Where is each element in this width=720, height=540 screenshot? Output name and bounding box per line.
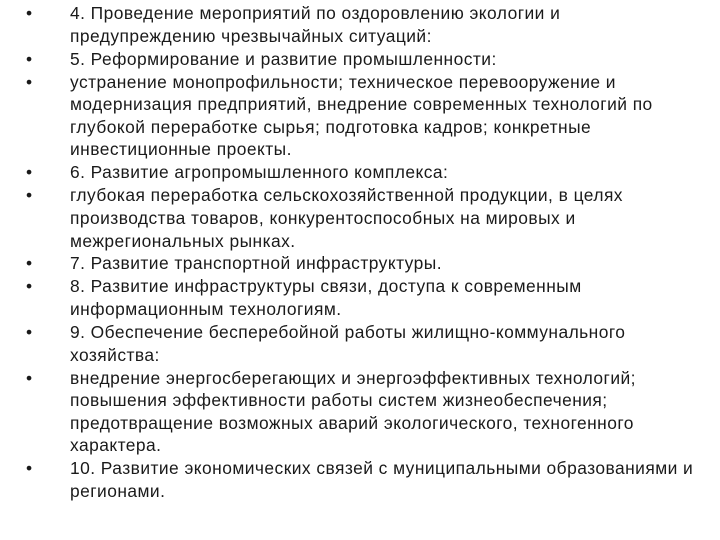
list-item	[26, 184, 702, 252]
list-item	[26, 457, 702, 502]
list-item	[26, 321, 702, 366]
list-item-text: 6. Развитие агропромышленного комплекса:	[70, 162, 449, 183]
list-item-text: 4. Проведение мероприятий по оздоровлению экологии и предупреждению чрезвычайных ситуаций:	[70, 3, 561, 46]
bullet-icon: •	[26, 71, 33, 92]
list-item-text: 8. Развитие инфраструктуры связи, доступа к современным информационным технологиям.	[70, 276, 582, 320]
list-item-text: 7. Развитие транспортной инфраструктуры.	[70, 253, 442, 274]
bullet-icon: •	[26, 162, 33, 183]
list-item-text: 9. Обеспечение бесперебойной работы жилищно-коммунального хозяйства:	[70, 322, 626, 365]
bullet-icon: •	[26, 458, 33, 479]
bullet-icon: •	[26, 322, 33, 343]
bullet-icon: •	[26, 185, 33, 206]
list-item-text: 5. Реформирование и развитие промышленности:	[70, 48, 497, 69]
list-item	[26, 48, 702, 71]
bullet-icon: •	[26, 367, 33, 388]
list-item	[26, 367, 702, 457]
list-item-text: устранение монопрофильности; техническое перевооружение и модернизация предприятий, внедрение современных технологий по глубокой переработке сырья; подготовка кадров; конкретные инвестиционные проекты.	[70, 71, 653, 160]
list-item	[26, 275, 702, 320]
list-item	[26, 71, 702, 161]
bullet-icon: •	[26, 48, 33, 69]
bullet-icon: •	[26, 253, 33, 274]
list-item	[26, 2, 702, 47]
list-item-text: внедрение энергосберегающих и энергоэффективных технологий; повышения эффективности работы систем жизнеобеспечения; предотвращение возможных аварий экологического, техногенного характера.	[70, 367, 636, 456]
bullet-list	[26, 2, 702, 503]
list-item-text: глубокая переработка сельскохозяйственной продукции, в целях производства товаров, конкурентоспособных на мировых и межрегиональных рынках.	[70, 185, 623, 251]
list-item-text: 10. Развитие экономических связей с муниципальными образованиями и регионами.	[70, 458, 694, 501]
bullet-icon: •	[26, 276, 33, 297]
list-item	[26, 252, 702, 275]
list-item	[26, 161, 702, 184]
bullet-icon: •	[26, 3, 33, 23]
